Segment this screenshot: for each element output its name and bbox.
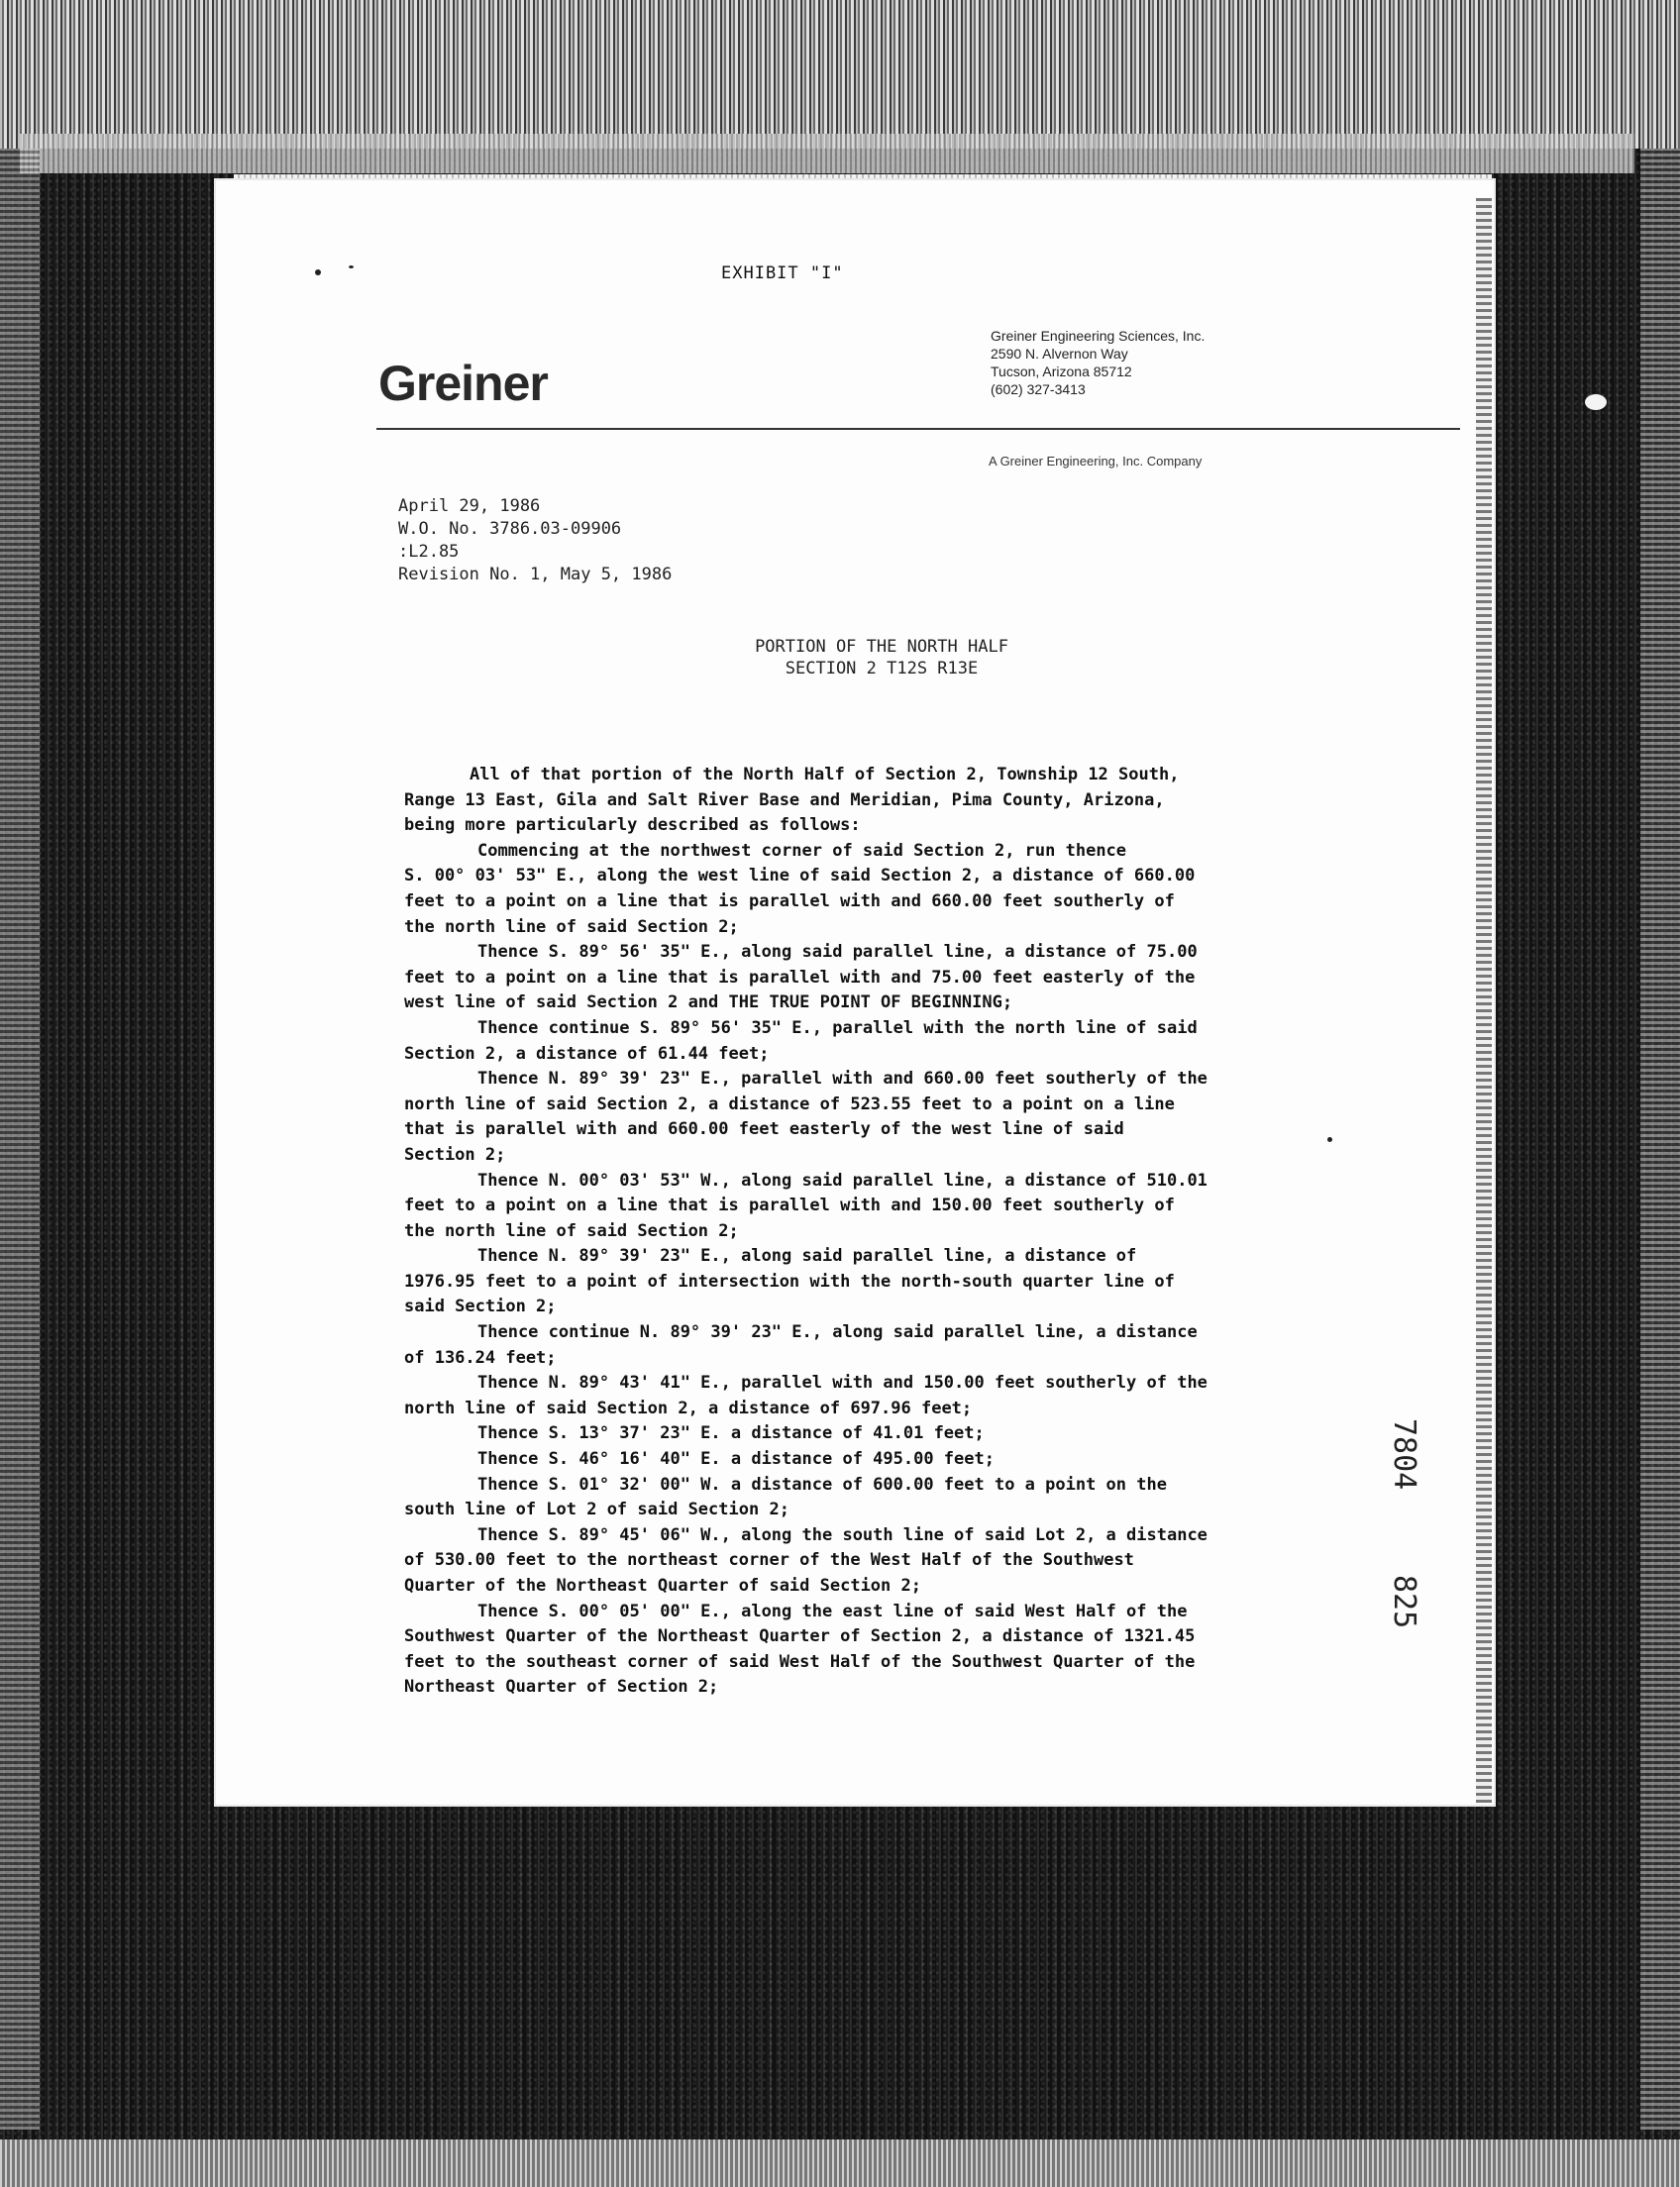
scan-top-noise bbox=[0, 0, 1680, 149]
body-line: Range 13 East, Gila and Salt River Base and Meridian, Pima County, Arizona, bbox=[404, 789, 1165, 810]
scan-top-band bbox=[20, 134, 1634, 173]
paper-right-edge bbox=[1476, 198, 1492, 1803]
exhibit-label: EXHIBIT "I" bbox=[721, 263, 844, 283]
address-street: 2590 N. Alvernon Way bbox=[991, 346, 1128, 362]
body-line: Thence N. 89° 43' 41" E., parallel with and 150.00 feet southerly of the bbox=[477, 1373, 1208, 1394]
body-line: said Section 2; bbox=[404, 1297, 557, 1317]
body-line: of 136.24 feet; bbox=[404, 1347, 557, 1368]
body-line: All of that portion of the North Half of Section 2, Township 12 South, bbox=[470, 765, 1180, 784]
legal-description bbox=[404, 763, 1375, 1701]
body-line: feet to a point on a line that is parallel with and 150.00 feet southerly of bbox=[404, 1196, 1175, 1216]
body-line: feet to a point on a line that is parallel with and 75.00 feet easterly of the bbox=[404, 967, 1196, 988]
meta-work-order: W.O. No. 3786.03-09906 bbox=[398, 519, 622, 539]
body-line: Southwest Quarter of the Northeast Quarter of Section 2, a distance of 1321.45 bbox=[404, 1626, 1196, 1647]
body-line: Thence S. 00° 05' 00" E., along the east line of said West Half of the bbox=[477, 1601, 1188, 1621]
body-line: west line of said Section 2 and THE TRUE POINT OF BEGINNING; bbox=[404, 992, 1013, 1013]
document-heading bbox=[594, 636, 1169, 679]
address-phone: (602) 327-3413 bbox=[991, 381, 1086, 397]
body-line: Thence S. 13° 37' 23" E. a distance of 41.01 feet; bbox=[477, 1423, 985, 1444]
body-line: of 530.00 feet to the northeast corner of the West Half of the Southwest bbox=[404, 1550, 1134, 1571]
body-line: Quarter of the Northeast Quarter of said Section 2; bbox=[404, 1576, 921, 1596]
body-line: the north line of said Section 2; bbox=[404, 916, 739, 937]
body-line: that is parallel with and 660.00 feet easterly of the west line of said bbox=[404, 1119, 1124, 1140]
body-line: S. 00° 03' 53" E., along the west line of said Section 2, a distance of 660.00 bbox=[404, 866, 1196, 886]
scan-speck bbox=[315, 269, 321, 275]
body-line: feet to a point on a line that is parallel with and 660.00 feet southerly of bbox=[404, 890, 1175, 911]
body-line: Section 2, a distance of 61.44 feet; bbox=[404, 1043, 770, 1064]
heading-line-2: SECTION 2 T12S R13E bbox=[785, 659, 979, 678]
body-line: 1976.95 feet to a point of intersection with the north-south quarter line of bbox=[404, 1271, 1175, 1292]
meta-revision: Revision No. 1, May 5, 1986 bbox=[398, 565, 673, 584]
body-line: Thence N. 00° 03' 53" W., along said parallel line, a distance of 510.01 bbox=[477, 1170, 1208, 1191]
address-company: Greiner Engineering Sciences, Inc. bbox=[991, 328, 1206, 344]
body-line: Thence continue S. 89° 56' 35" E., parallel with the north line of said bbox=[477, 1017, 1198, 1038]
body-line: north line of said Section 2, a distance of 523.55 feet to a point on a line bbox=[404, 1094, 1175, 1114]
letterhead-rule bbox=[376, 428, 1460, 430]
subsidiary-line: A Greiner Engineering, Inc. Company bbox=[989, 454, 1203, 469]
body-line: south line of Lot 2 of said Section 2; bbox=[404, 1500, 789, 1520]
address-city: Tucson, Arizona 85712 bbox=[991, 364, 1132, 379]
body-line: Thence continue N. 89° 39' 23" E., along said parallel line, a distance bbox=[477, 1322, 1198, 1343]
scan-bottom-noise bbox=[0, 2139, 1680, 2187]
scan-right-band bbox=[1640, 149, 1680, 2130]
body-line: north line of said Section 2, a distance of 697.96 feet; bbox=[404, 1398, 973, 1418]
body-line: Thence S. 89° 45' 06" W., along the south line of said Lot 2, a distance bbox=[477, 1524, 1208, 1545]
body-line: Section 2; bbox=[404, 1144, 506, 1165]
scan-speck bbox=[1585, 394, 1607, 410]
body-line: Commencing at the northwest corner of said Section 2, run thence bbox=[477, 840, 1127, 861]
company-address bbox=[991, 327, 1205, 398]
company-logo: Greiner bbox=[378, 356, 548, 411]
body-line: the north line of said Section 2; bbox=[404, 1220, 739, 1241]
scan-speck bbox=[1327, 1137, 1332, 1142]
document-meta bbox=[398, 495, 672, 586]
meta-ref: :L2.85 bbox=[398, 542, 460, 562]
recording-stamp-page: 825 bbox=[1387, 1575, 1421, 1629]
body-line: Thence S. 01° 32' 00" W. a distance of 600.00 feet to a point on the bbox=[477, 1474, 1167, 1495]
body-line: Thence N. 89° 39' 23" E., along said parallel line, a distance of bbox=[477, 1246, 1137, 1267]
body-line: feet to the southeast corner of said West Half of the Southwest Quarter of the bbox=[404, 1651, 1196, 1672]
recording-stamp-number: 7804 bbox=[1387, 1418, 1421, 1491]
body-line: Thence S. 46° 16' 40" E. a distance of 495.00 feet; bbox=[477, 1449, 995, 1470]
scan-left-band bbox=[0, 149, 40, 2130]
body-line: Northeast Quarter of Section 2; bbox=[404, 1677, 719, 1698]
scan-speck bbox=[349, 265, 354, 268]
body-line: Thence S. 89° 56' 35" E., along said parallel line, a distance of 75.00 bbox=[477, 942, 1198, 963]
body-line: Thence N. 89° 39' 23" E., parallel with and 660.00 feet southerly of the bbox=[477, 1069, 1208, 1090]
meta-date: April 29, 1986 bbox=[398, 496, 541, 516]
heading-line-1: PORTION OF THE NORTH HALF bbox=[755, 637, 1008, 657]
body-line: being more particularly described as follows: bbox=[404, 815, 861, 836]
